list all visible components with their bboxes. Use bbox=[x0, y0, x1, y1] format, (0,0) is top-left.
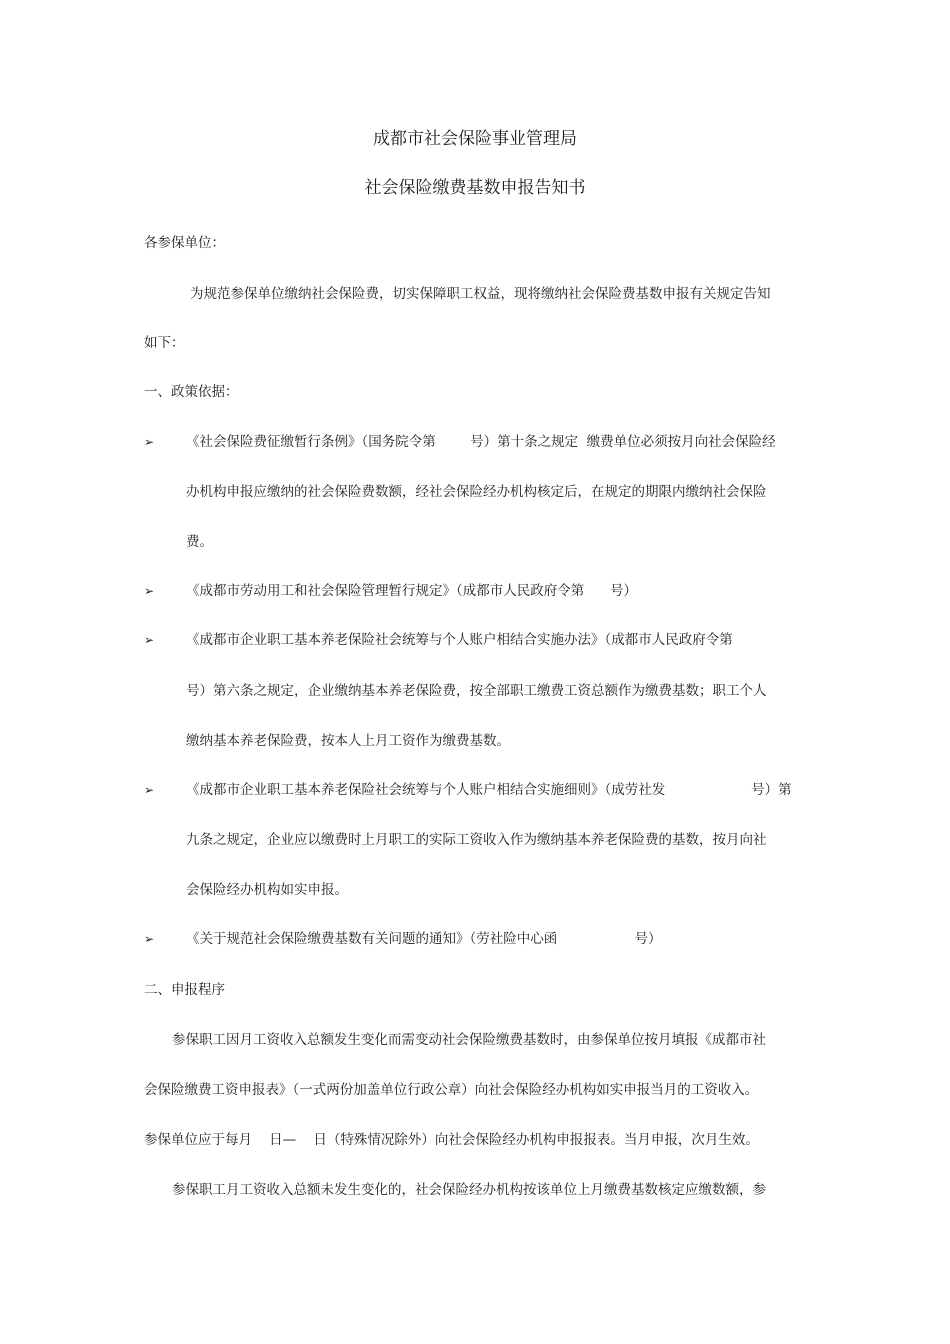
section-heading-policy-basis: 一、政策依据： bbox=[144, 384, 239, 400]
intro-line-1: 为规范参保单位缴纳社会保险费，切实保障职工权益，现将缴纳社会保险费基数申报有关规定告知 bbox=[190, 286, 771, 302]
policy-item-3-line-1: 《成都市企业职工基本养老保险社会统筹与个人账户相结合实施办法》（成都市人民政府令第 bbox=[186, 632, 733, 648]
section-heading-procedure: 二、申报程序 bbox=[144, 982, 225, 998]
policy-item-4-line-1: 《成都市企业职工基本养老保险社会统筹与个人账户相结合实施细则》（成劳社发 号）第 bbox=[186, 782, 792, 798]
salutation: 各参保单位： bbox=[144, 235, 225, 251]
bullet-arrow-icon: ➢ bbox=[144, 783, 155, 797]
policy-item-4-line-2: 九条之规定，企业应以缴费时上月职工的实际工资收入作为缴纳基本养老保险费的基数，按月向社 bbox=[186, 832, 767, 848]
policy-item-4-line-3: 会保险经办机构如实申报。 bbox=[186, 882, 348, 898]
bullet-arrow-icon: ➢ bbox=[144, 932, 155, 946]
bullet-arrow-icon: ➢ bbox=[144, 435, 155, 449]
document-title-agency: 成都市社会保险事业管理局 bbox=[373, 129, 577, 149]
procedure-para-2-line-1: 参保职工月工资收入总额未发生变化的，社会保险经办机构按该单位上月缴费基数核定应缴数额，参 bbox=[172, 1182, 766, 1198]
policy-item-3-line-3: 缴纳基本养老保险费，按本人上月工资作为缴费基数。 bbox=[186, 733, 510, 749]
bullet-arrow-icon: ➢ bbox=[144, 584, 155, 598]
policy-item-3-line-2: 号）第六条之规定，企业缴纳基本养老保险费，按全部职工缴费工资总额作为缴费基数；职工个人 bbox=[186, 683, 767, 699]
procedure-para-1-line-3: 参保单位应于每月 日— 日（特殊情况除外）向社会保险经办机构申报报表。当月申报，次月生效。 bbox=[144, 1132, 759, 1148]
policy-item-1-line-3: 费。 bbox=[186, 534, 213, 550]
policy-item-5-line-1: 《关于规范社会保险缴费基数有关问题的通知》（劳社险中心函 号） bbox=[186, 931, 662, 947]
policy-item-1-line-1: 《社会保险费征缴暂行条例》（国务院令第 号）第十条之规定 缴费单位必须按月向社会保险经 bbox=[186, 434, 776, 450]
policy-item-2-line-1: 《成都市劳动用工和社会保险管理暂行规定》（成都市人民政府令第 号） bbox=[186, 583, 637, 599]
intro-line-2: 如下： bbox=[144, 335, 185, 351]
policy-item-1-line-2: 办机构申报应缴纳的社会保险费数额，经社会保险经办机构核定后，在规定的期限内缴纳社会保险 bbox=[186, 484, 767, 500]
procedure-para-1-line-2: 会保险缴费工资申报表》（一式两份加盖单位行政公章）向社会保险经办机构如实申报当月的工资收入。 bbox=[144, 1082, 759, 1098]
bullet-arrow-icon: ➢ bbox=[144, 633, 155, 647]
document-title-notice: 社会保险缴费基数申报告知书 bbox=[364, 178, 586, 198]
procedure-para-1-line-1: 参保职工因月工资收入总额发生变化而需变动社会保险缴费基数时，由参保单位按月填报《成都市社 bbox=[172, 1032, 766, 1048]
